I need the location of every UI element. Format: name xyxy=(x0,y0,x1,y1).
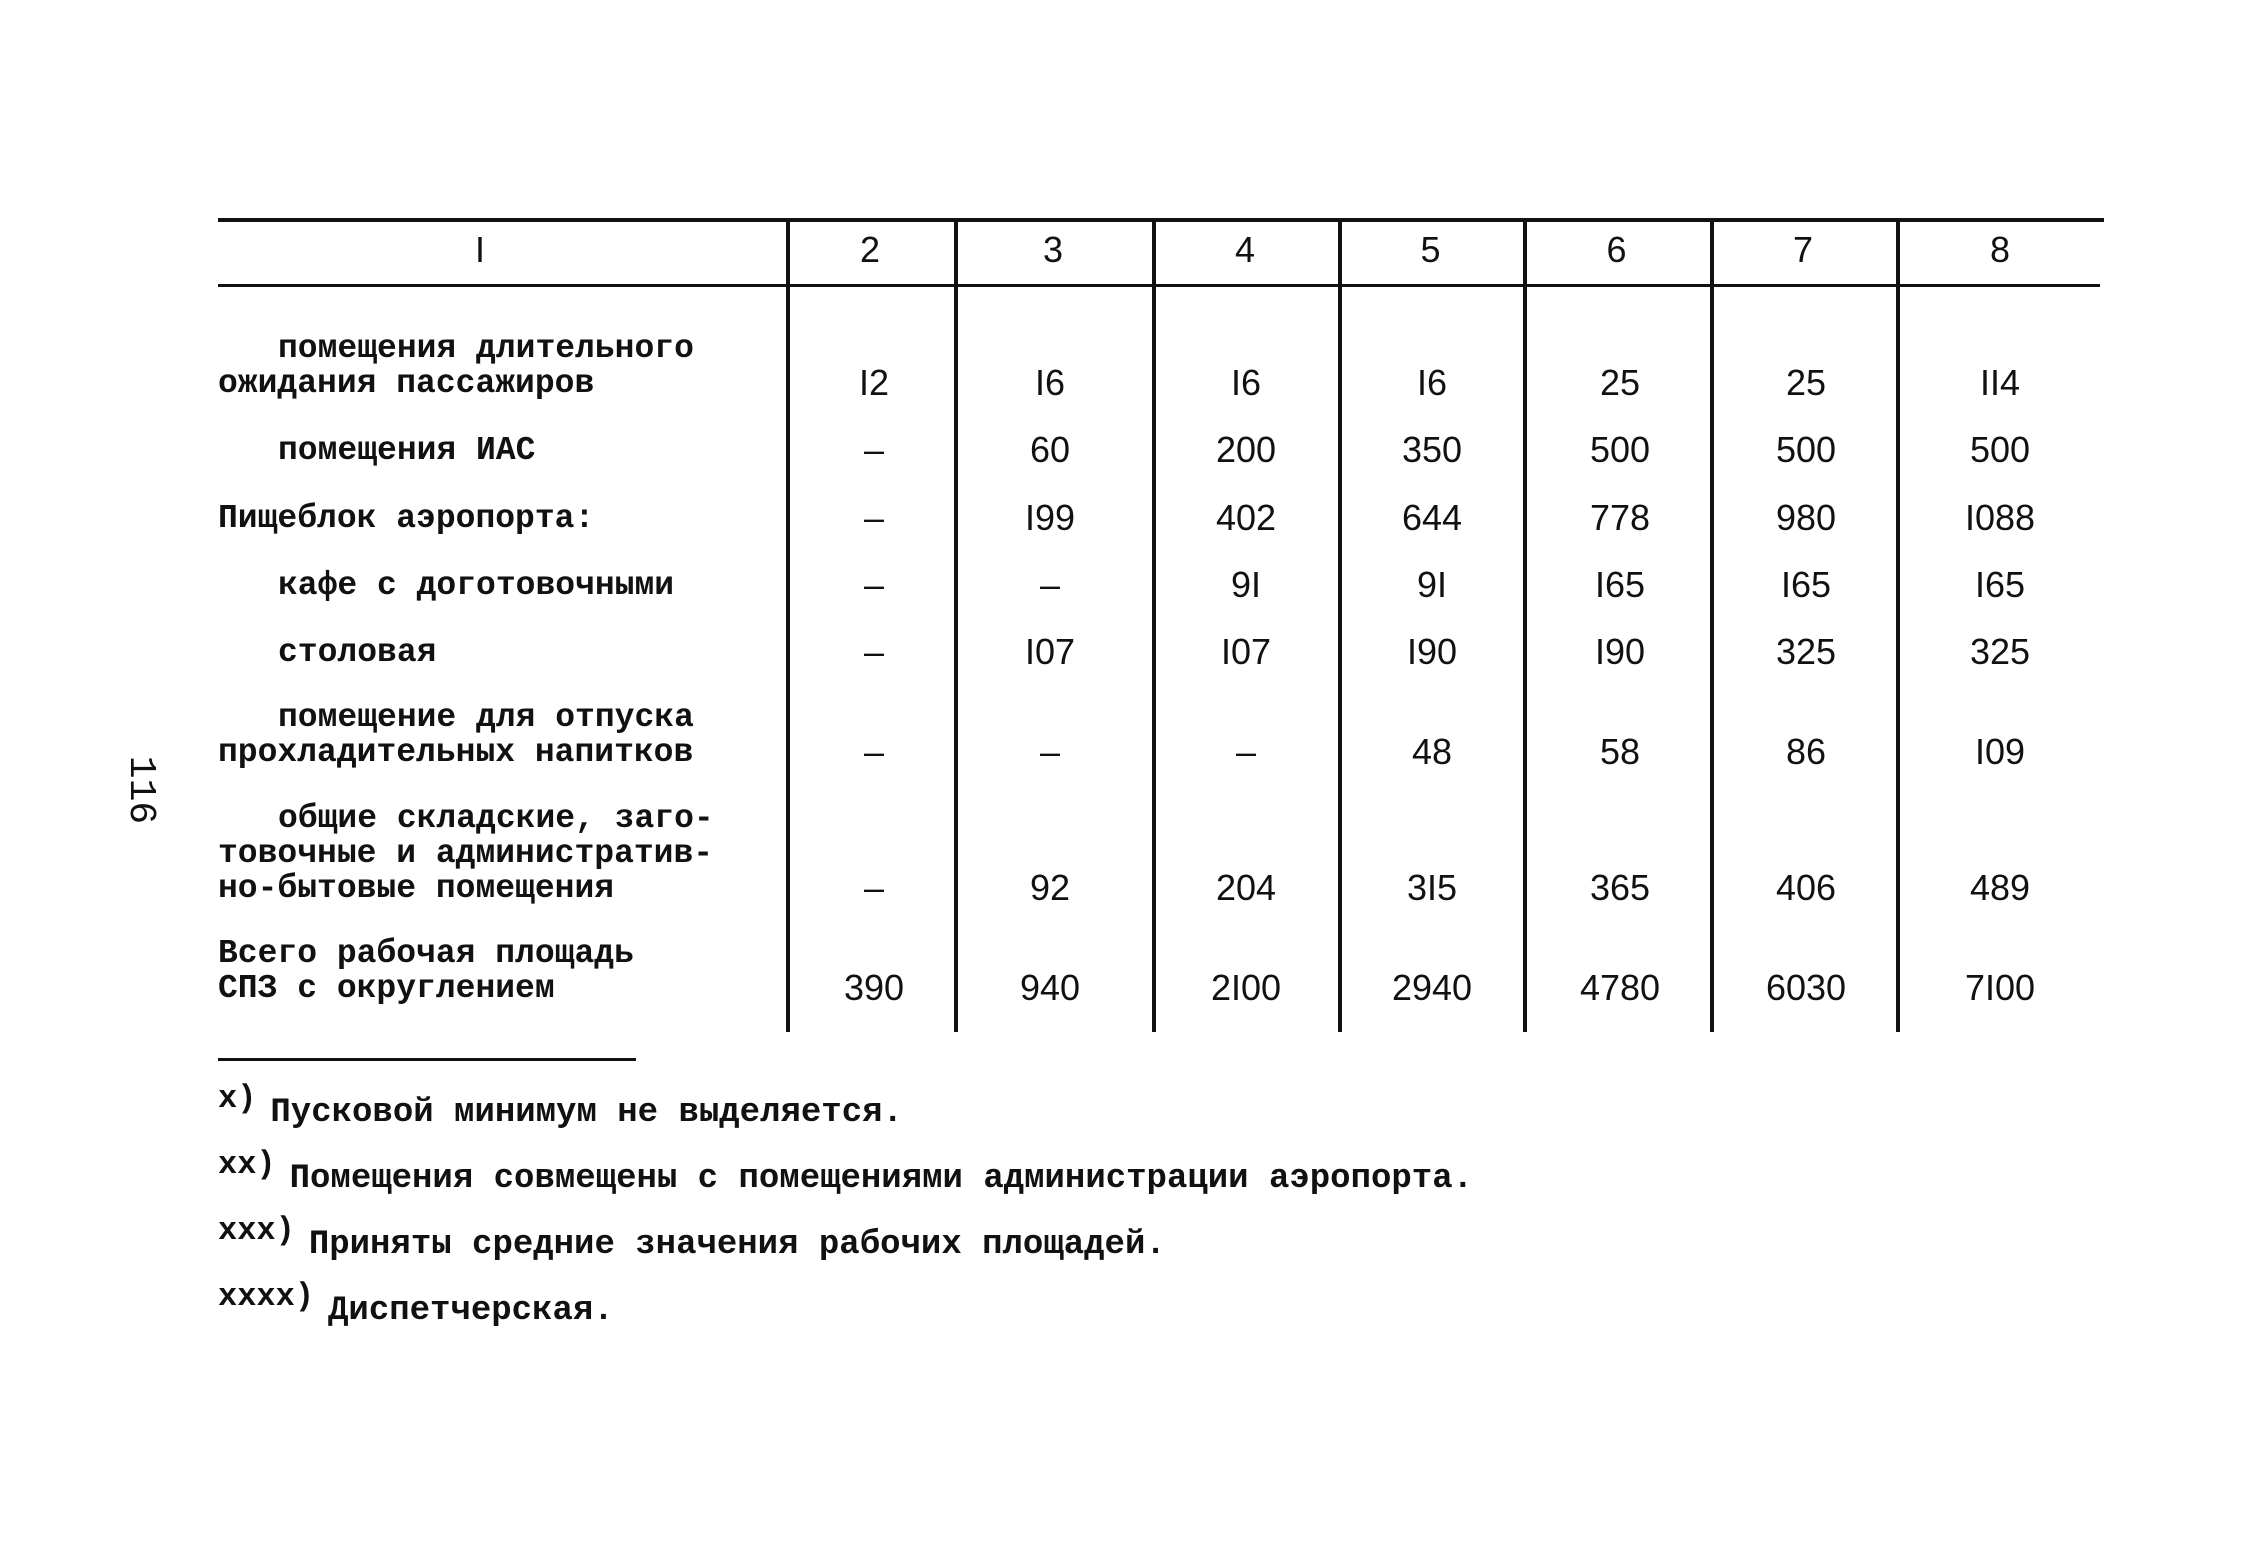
row-label-line: кафе с доготовочными xyxy=(278,566,675,604)
table-cell: – xyxy=(863,429,885,470)
row-label xyxy=(218,331,778,401)
table-cell: 86 xyxy=(1785,731,1827,772)
row-label-line: помещения длительного xyxy=(278,329,694,367)
table-cell: 92 xyxy=(1029,867,1071,908)
row-label-line: Пищеблок аэропорта: xyxy=(218,499,595,537)
footnote-mark: xxx) xyxy=(218,1212,295,1249)
column-header: I xyxy=(474,229,485,270)
table-cell: I6 xyxy=(1416,362,1448,403)
table-cell: 58 xyxy=(1599,731,1641,772)
row-label xyxy=(218,568,778,603)
table-cell: 48 xyxy=(1411,731,1453,772)
row-label-line: общие складские, заго- xyxy=(278,799,714,837)
table-cell: – xyxy=(1039,564,1061,605)
table-cell: 2I00 xyxy=(1210,967,1282,1008)
row-label xyxy=(218,801,778,906)
table-cell: 350 xyxy=(1401,429,1463,470)
row-label-line: товочные и административ- xyxy=(218,834,714,872)
table-cell: 778 xyxy=(1589,497,1651,538)
table-cell: I2 xyxy=(858,362,890,403)
table-cell: 9I xyxy=(1416,564,1448,605)
table-cell: 200 xyxy=(1215,429,1277,470)
footnote xyxy=(218,1146,1473,1198)
table-top-rule xyxy=(218,218,2104,222)
footnote-text: Приняты средние значения рабочих площадей. xyxy=(308,1226,1166,1264)
column-header: 2 xyxy=(859,229,881,270)
table-cell: 25 xyxy=(1599,362,1641,403)
table-cell: 9I xyxy=(1230,564,1262,605)
footnote-text: Помещения совмещены с помещениями администрации аэропорта. xyxy=(289,1160,1474,1198)
column-separator xyxy=(786,220,790,1032)
table-cell: 500 xyxy=(1969,429,2031,470)
table-cell: 325 xyxy=(1775,631,1837,672)
table-cell: I07 xyxy=(1024,631,1076,672)
column-separator xyxy=(1152,220,1156,1032)
footnote-text: Пусковой минимум не выделяется. xyxy=(270,1094,903,1132)
table-cell: I088 xyxy=(1964,497,2036,538)
column-header: 5 xyxy=(1420,229,1441,270)
row-label-line: столовая xyxy=(278,633,437,671)
table-cell: 7I00 xyxy=(1964,967,2036,1008)
column-separator xyxy=(1338,220,1342,1032)
row-label-line: Всего рабочая площадь xyxy=(218,934,634,972)
table-cell: I90 xyxy=(1594,631,1646,672)
table-cell: – xyxy=(863,497,885,538)
table-cell: I6 xyxy=(1034,362,1066,403)
table-cell: I65 xyxy=(1594,564,1646,605)
column-header: 7 xyxy=(1792,229,1814,270)
table-cell: 365 xyxy=(1589,867,1651,908)
footnote xyxy=(218,1080,903,1132)
footnote-text: Диспетчерская. xyxy=(328,1292,614,1330)
table-cell: – xyxy=(1039,731,1061,772)
table-cell: I65 xyxy=(1974,564,2026,605)
footnote xyxy=(218,1278,614,1330)
table-cell: I65 xyxy=(1780,564,1832,605)
row-label xyxy=(218,501,778,536)
table-cell: 500 xyxy=(1589,429,1651,470)
row-label-line: ожидания пассажиров xyxy=(218,364,595,402)
row-label xyxy=(218,700,778,770)
column-separator xyxy=(1523,220,1527,1032)
footnote-separator xyxy=(218,1058,636,1061)
table-cell: – xyxy=(1235,731,1257,772)
table-cell: 940 xyxy=(1019,967,1081,1008)
table-cell: I90 xyxy=(1406,631,1458,672)
page-number: 116 xyxy=(119,755,162,825)
table-cell: 489 xyxy=(1969,867,2031,908)
table-cell: 2940 xyxy=(1391,967,1473,1008)
table-cell: I6 xyxy=(1230,362,1262,403)
table-cell: – xyxy=(863,564,885,605)
table-cell: 4780 xyxy=(1579,967,1661,1008)
table-cell: 402 xyxy=(1215,497,1277,538)
table-cell: 500 xyxy=(1775,429,1837,470)
column-header: 4 xyxy=(1234,229,1256,270)
table-cell: – xyxy=(863,867,885,908)
row-label xyxy=(218,433,778,468)
row-label xyxy=(218,635,778,670)
table-cell: 60 xyxy=(1029,429,1071,470)
footnote-mark: x) xyxy=(218,1080,257,1117)
header-bottom-rule xyxy=(218,284,2100,287)
table-cell: I09 xyxy=(1974,731,2026,772)
row-label xyxy=(218,936,778,1006)
footnote xyxy=(218,1212,1166,1264)
table-cell: – xyxy=(863,731,885,772)
table-cell: I07 xyxy=(1220,631,1272,672)
column-separator xyxy=(1710,220,1714,1032)
table-cell: 644 xyxy=(1401,497,1463,538)
table-cell: 204 xyxy=(1215,867,1277,908)
column-header: 8 xyxy=(1989,229,2011,270)
table-cell: 325 xyxy=(1969,631,2031,672)
table-cell: 406 xyxy=(1775,867,1837,908)
row-label-line: СПЗ с округлением xyxy=(218,969,555,1007)
column-header: 3 xyxy=(1042,229,1064,270)
table-cell: 980 xyxy=(1775,497,1837,538)
table-cell: II4 xyxy=(1979,362,2021,403)
table-cell: 6030 xyxy=(1765,967,1847,1008)
footnote-mark: xxxx) xyxy=(218,1278,315,1315)
row-label-line: помещения ИАС xyxy=(278,431,536,469)
table-cell: – xyxy=(863,631,885,672)
table-cell: 25 xyxy=(1785,362,1827,403)
table-cell: 3I5 xyxy=(1406,867,1458,908)
row-label-line: помещение для отпуска xyxy=(278,698,694,736)
column-separator xyxy=(954,220,958,1032)
column-header: 6 xyxy=(1606,229,1627,270)
column-separator xyxy=(1896,220,1900,1032)
table-cell: 390 xyxy=(843,967,905,1008)
table-cell: I99 xyxy=(1024,497,1076,538)
row-label-line: но-бытовые помещения xyxy=(218,869,615,907)
footnote-mark: xx) xyxy=(218,1146,276,1183)
row-label-line: прохладительных напитков xyxy=(218,733,694,771)
